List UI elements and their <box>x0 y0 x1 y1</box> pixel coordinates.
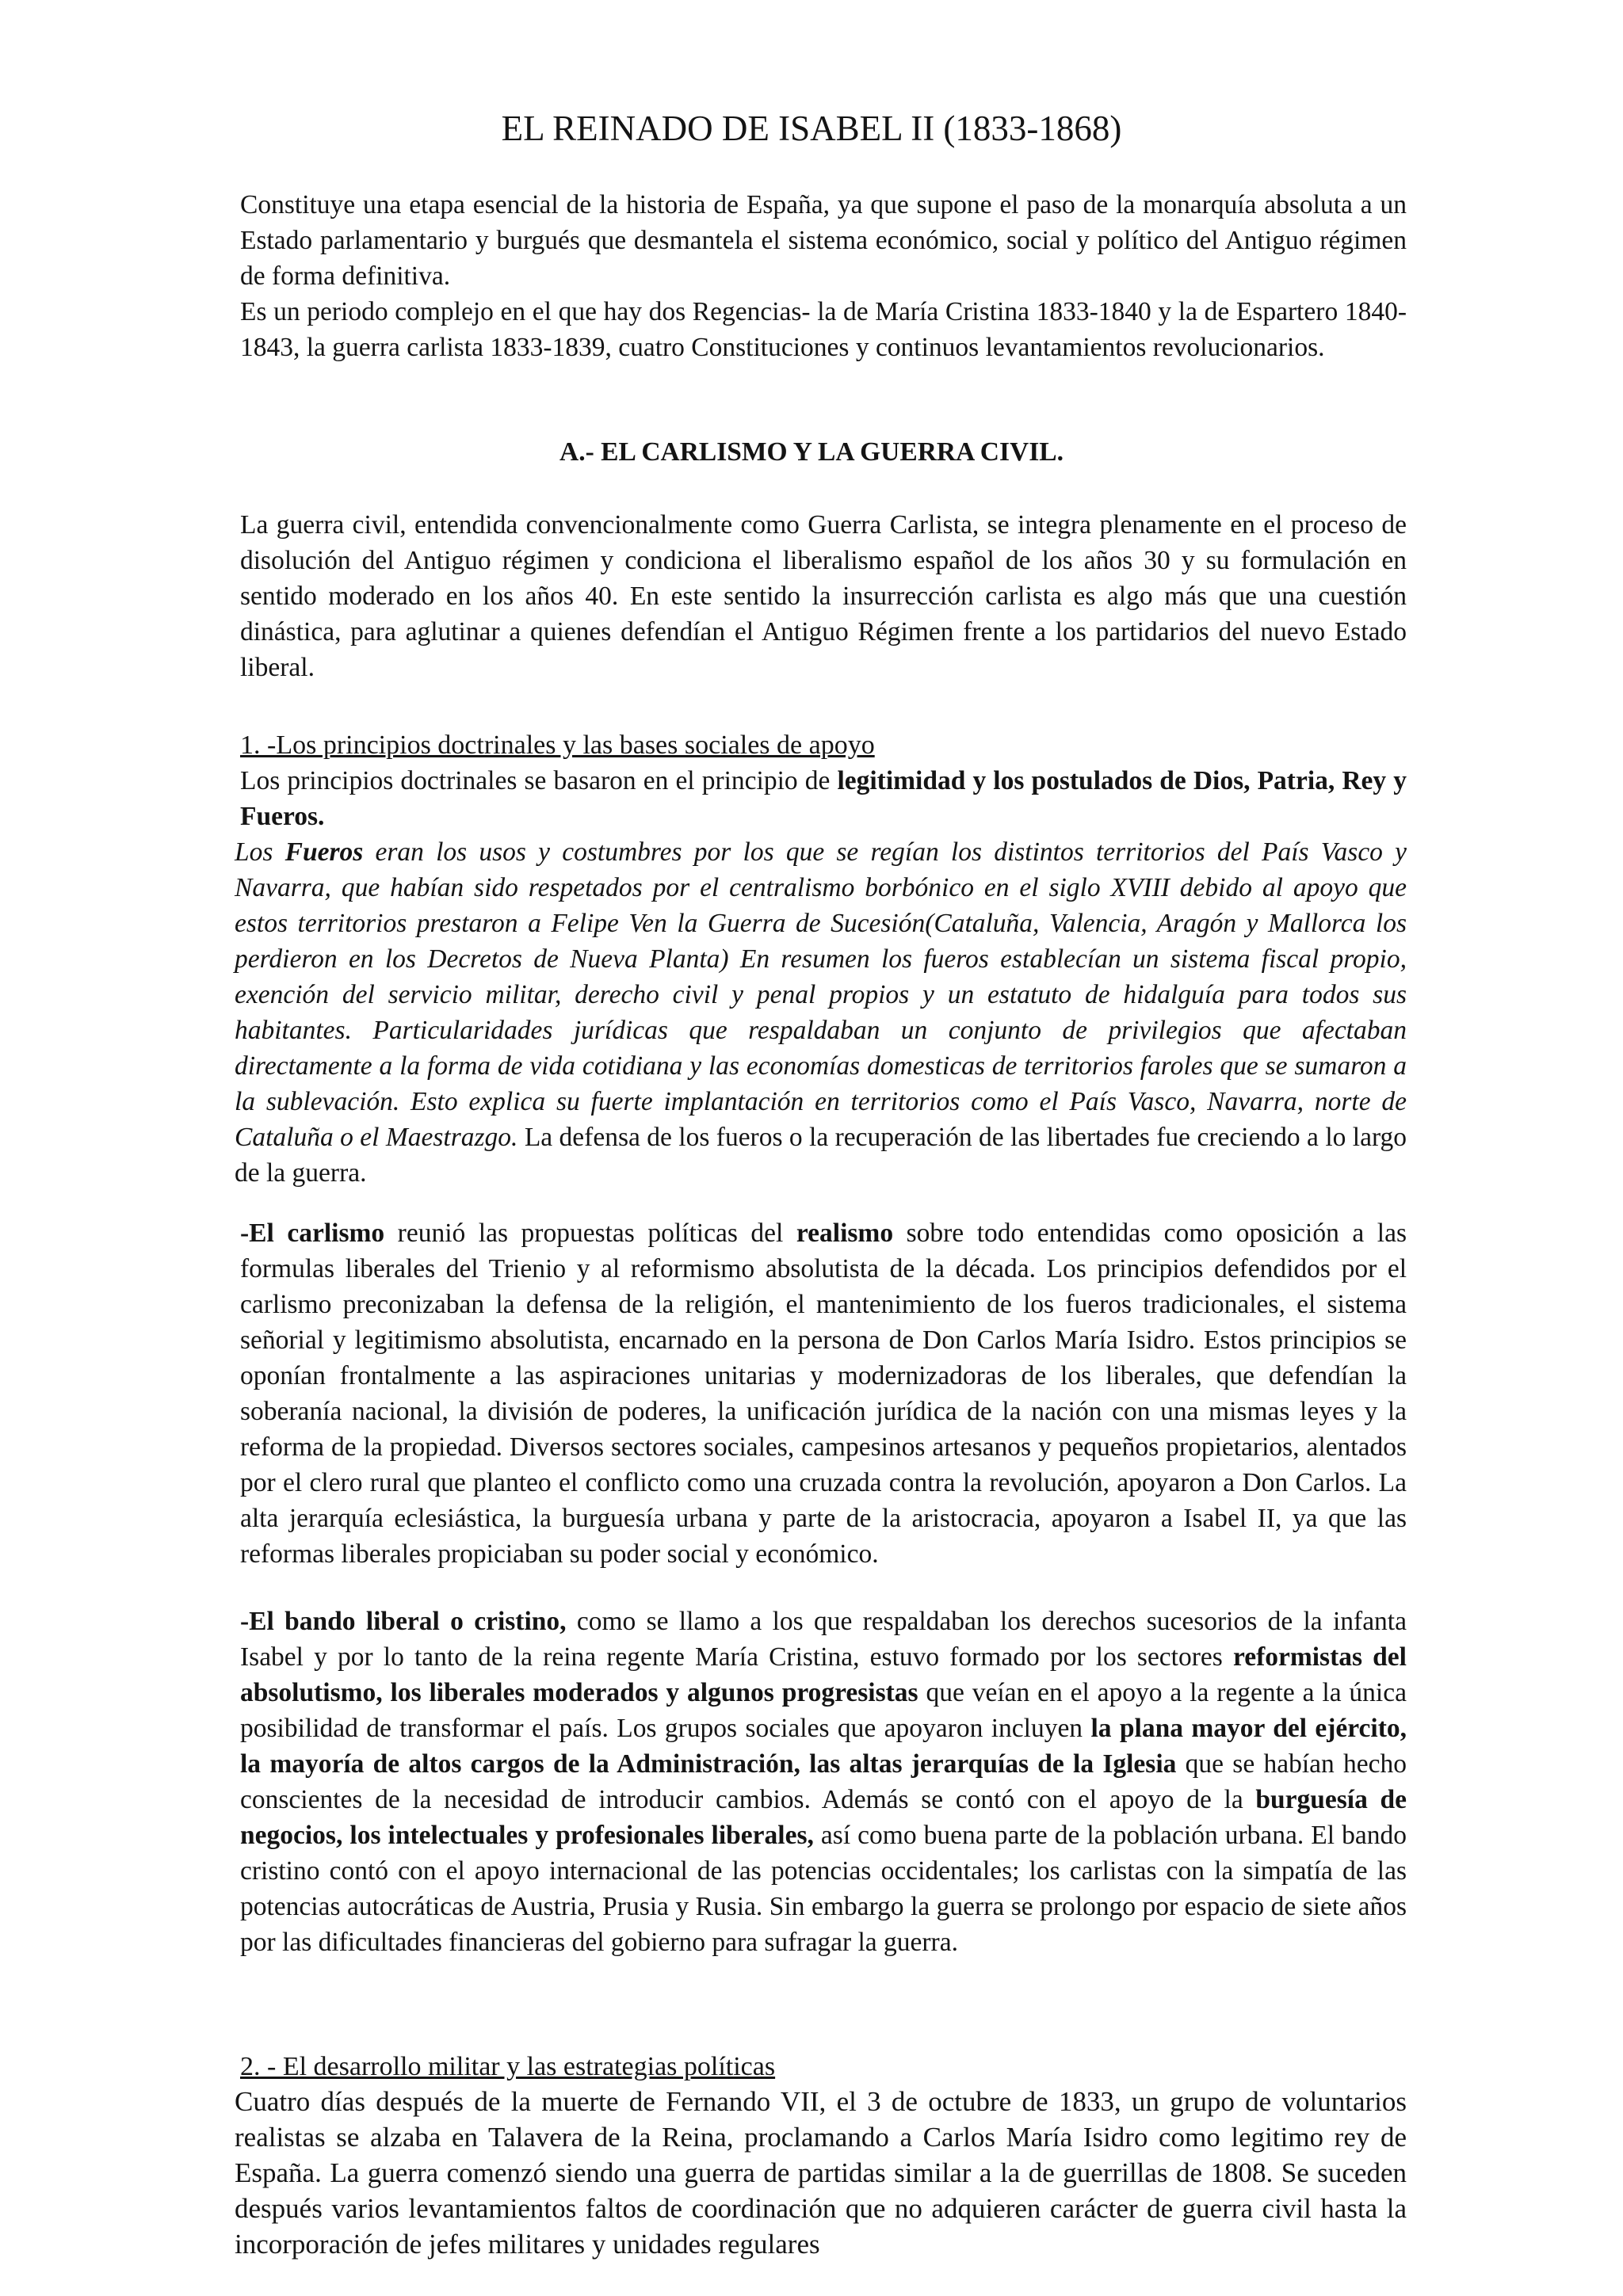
fueros-keyword: Fueros <box>285 837 364 867</box>
liberal-bold-1: reformistas del absolutismo, los liberales moderados y algunos progresistas <box>240 1642 1407 1707</box>
carlismo-title: -El carlismo <box>240 1219 385 1248</box>
principios-text: Los principios doctrinales se basaron en el principio de <box>240 766 838 795</box>
fueros-paragraph <box>235 834 1407 1191</box>
subsection-2-heading: 2. - El desarrollo militar y las estrategias políticas <box>240 2052 776 2081</box>
liberal-bold-2: la plana mayor del ejército, la mayoría de altos cargos de la Administración, las altas jerarquías de la Iglesia <box>240 1714 1407 1779</box>
fueros-text-2: eran los usos y costumbres por los que se regían los distintos territorios del País Vasco y Navarra, que habían sido respetados por el centralismo borbónico en el siglo XVIII debido al apoyo que estos territorios prestaron a Felipe Ven la Guerra de Sucesión(Cataluña, Valencia, Aragón y Mallorca los perdieron en los Decretos de Nueva Planta) En resumen los fueros establecían un sistema fiscal propio, exención del servicio militar, derecho civil y penal propios y un estatuto de hidalguía para todos sus habitantes. Particularidades jurídicas que respaldaban un conjunto de privilegios que afectaban directamente a la forma de vida cotidiana y las economías domesticas de territorios faroles que se sumaron a la sublevación. Esto explica su fuerte implantación en territorios como el País Vasco, Navarra, norte de Cataluña o el Maestrazgo. <box>235 837 1407 1152</box>
fueros-text-3: La defensa de los fueros o la recuperación de las libertades fue creciendo a lo largo de la guerra. <box>235 1123 1407 1188</box>
section-a-heading: A.- EL CARLISMO Y LA GUERRA CIVIL. <box>559 437 1064 467</box>
liberal-text-1: como se llamo a los que respaldaban los derechos sucesorios de la infanta Isabel y por lo tanto de la reina regente María Cristina, estuvo formado por los sectores <box>240 1607 1407 1672</box>
fueros-text-1: Los <box>235 837 285 867</box>
desarrollo-text: Cuatro días después de la muerte de Fernando VII, el 3 de octubre de 1833, un grupo de voluntarios realistas se alzaba en Talavera de la Reina, proclamando a Carlos María Isidro como legitimo rey de España. La guerra comenzó siendo una guerra de partidas similar a la de guerrillas de 1808. Se suceden después varios levantamientos faltos de coordinación que no adquieren carácter de guerra civil hasta la incorporación de jefes militares y unidades regulares <box>235 2086 1407 2260</box>
liberal-bold-3: burguesía de negocios, los intelectuales y profesionales liberales, <box>240 1785 1407 1850</box>
realismo-keyword: realismo <box>796 1219 894 1248</box>
liberal-paragraph <box>240 1604 1407 1960</box>
liberal-text-3: que se habían hecho conscientes de la necesidad de introducir cambios. Además se contó con el apoyo de la <box>240 1749 1407 1814</box>
liberal-text-2: que veían en el apoyo a la regente a la única posibilidad de transformar el país. Los grupos sociales que apoyaron incluyen <box>240 1678 1407 1743</box>
intro-paragraph-1: Constituye una etapa esencial de la historia de España, ya que supone el paso de la monarquía absoluta a un Estado parlamentario y burgués que desmantela el sistema económico, social y político del Antiguo régimen de forma definitiva. <box>240 190 1407 291</box>
carlismo-paragraph <box>240 1215 1407 1572</box>
subsection-1-heading: 1. -Los principios doctrinales y las bases sociales de apoyo <box>240 730 875 760</box>
page-title: EL REINADO DE ISABEL II (1833-1868) <box>501 109 1122 148</box>
section-a-intro <box>240 507 1407 685</box>
liberal-title: -El bando liberal o cristino, <box>240 1607 567 1636</box>
carlismo-text-1: reunió las propuestas políticas del <box>384 1219 796 1248</box>
subsection-2-paragraph <box>235 2084 1407 2262</box>
section-a-paragraph: La guerra civil, entendida convencionalmente como Guerra Carlista, se integra plenamente en el proceso de disolución del Antiguo régimen y condiciona el liberalismo español de los años 30 y su formulación en sentido moderado en los años 40. En este sentido la insurrección carlista es algo más que una cuestión dinástica, para aglutinar a quienes defendían el Antiguo Régimen frente a los partidarios del nuevo Estado liberal. <box>240 510 1407 682</box>
principios-bold: legitimidad y los postulados de Dios, Patria, Rey y Fueros. <box>240 766 1407 831</box>
liberal-text-4: así como buena parte de la población urbana. El bando cristino contó con el apoyo internacional de las potencias occidentales; los carlistas con la simpatía de las potencias autocráticas de Austria, Prusia y Rusia. Sin embargo la guerra se prolongo por espacio de siete años por las dificultades financieras del gobierno para sufragar la guerra. <box>240 1821 1407 1957</box>
principios-paragraph <box>240 763 1407 834</box>
carlismo-text-2: sobre todo entendidas como oposición a las formulas liberales del Trienio y al reformismo absolutista de la década. Los principios defendidos por el carlismo preconizaban la defensa de la religión, el mantenimiento de los fueros tradicionales, el sistema señorial y legitimismo absolutista, encarnado en la persona de Don Carlos María Isidro. Estos principios se oponían frontalmente a las aspiraciones unitarias y modernizadoras de los liberales, que defendían la soberanía nacional, la división de poderes, la unificación jurídica de la nación con una mismas leyes y la reforma de la propiedad. Diversos sectores sociales, campesinos artesanos y pequeños propietarios, alentados por el clero rural que planteo el conflicto como una cruzada contra la revolución, apoyaron a Don Carlos. La alta jerarquía eclesiástica, la burguesía urbana y parte de la aristocracia, apoyaron a Isabel II, ya que las reformas liberales propiciaban su poder social y económico. <box>240 1219 1407 1569</box>
intro-paragraph-2: Es un periodo complejo en el que hay dos Regencias- la de María Cristina 1833-1840 y la de Espartero 1840-1843, la guerra carlista 1833-1839, cuatro Constituciones y continuos levantamientos revolucionarios. <box>240 297 1407 362</box>
intro-section <box>240 187 1407 365</box>
